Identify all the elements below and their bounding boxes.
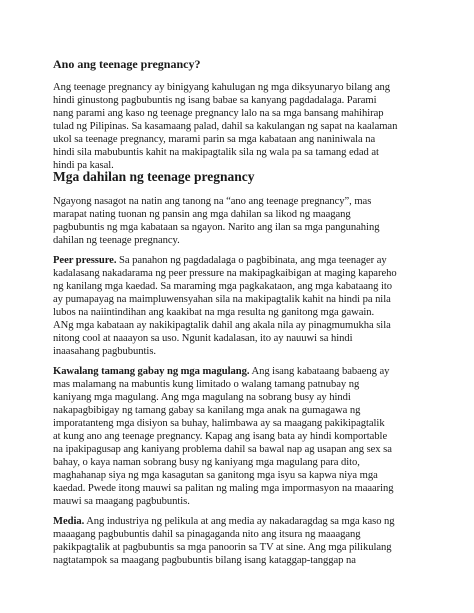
media-line: pakikpagtalik at pagbubuntis sa mga panoorin sa TV at sine. Ang mga pilikulang xyxy=(53,542,392,553)
para1-line: Ang teenage pregnancy ay binigyang kahulugan ng mga diksyunaryo bilang ang xyxy=(53,82,390,93)
peer-pressure-line: inaasahang pagbubuntis. xyxy=(53,346,156,357)
peer-pressure-line: nitong cool at naaayon sa uso. Ngunit kadalasan, ito ay nauuwi sa hindi xyxy=(53,333,353,344)
para2-line: marapat nating tuonan ng pansin ang mga dahilan sa likod ng maagang xyxy=(53,209,351,220)
peer-pressure-line: ANg mga kabataan ay nakikipagtalik dahil ang akala nila ay pinagmumukha sila xyxy=(53,320,391,331)
gabay-line: at kung ano ang teenage pregnancy. Kapag ang isang bata ay hindi komportable xyxy=(53,431,388,442)
gabay-line: imporatanteng mga disiyon sa buhay, halimbawa ay sa maagang pakikipagtalik xyxy=(53,418,385,429)
peer-pressure-line xyxy=(53,254,387,267)
gabay-line: maghahanap siya ng mga kasagutan sa ganitong mga isyu sa kapwa niya mga xyxy=(53,470,378,481)
gabay-line xyxy=(53,365,389,378)
peer-pressure-line: ay pumapayag na maimpluwensyahan sila na makipagtalik kahit na hindi pa nila xyxy=(53,294,391,305)
para2-line: dahilan ng teenage pregnancy. xyxy=(53,235,180,246)
gabay-text: Ang isang kabataang babaeng ay xyxy=(249,366,390,377)
para1-line: tulad ng Pilipinas. Sa kasamaang palad, dahil sa kakulangan ng sapat na kaalaman xyxy=(53,121,398,132)
media-line: maaagang pagbubuntis dahil sa pinagaganda nito ang itsura ng maaagang xyxy=(53,529,361,540)
gabay-title: Kawalang tamang gabay ng mga magulang. xyxy=(53,366,250,377)
peer-pressure-line: lubos na naiintindihan ang kaakibat na mga resulta ng ganitong mga gawain. xyxy=(53,307,375,318)
peer-pressure-line: ng kanilang mga kaedad. Sa maraming mga pagkakataon, ang mga kabataang ito xyxy=(53,281,393,292)
gabay-line: nakapagbibigay ng tamang gabay sa kanilang mga anak na gumagawa ng xyxy=(53,405,361,416)
gabay-line: kaniyang mga magulang. Ang mga magulang na sobrang busy ay hindi xyxy=(53,392,351,403)
media-line: nagtatampok sa maagang pagbubuntis bilang isang kataggap-tanggap na xyxy=(53,555,356,566)
para2-line: pagbubuntis ng mga kabataan sa ngayon. Narito ang ilan sa mga pangunahing xyxy=(53,222,380,233)
para1-line: hindi sila mabubuntis kahit na makipagtalik sila ng wala pa sa tamang edad at xyxy=(53,147,379,158)
heading-ano-ang-teenage-pregnancy: Ano ang teenage pregnancy? xyxy=(53,57,201,71)
para1-line: hindi pa kasal. xyxy=(53,160,114,171)
gabay-line: mauwi sa maagang pagbubuntis. xyxy=(53,496,190,507)
para1-line: hindi ginustong pagbubuntis ng isang babae sa kanyang pagdadalaga. Parami xyxy=(53,95,377,106)
para2-line: Ngayong nasagot na natin ang tanong na “ano ang teenage pregnancy”, mas xyxy=(53,196,372,207)
heading-mga-dahilan: Mga dahilan ng teenage pregnancy xyxy=(53,169,255,184)
para1-line: nang parami ang kaso ng teenage pregnancy lalo na sa mga bansang mahihirap xyxy=(53,108,384,119)
media-line xyxy=(53,515,395,528)
gabay-line: bahay, o kaya naman sobrang busy ng kaniyang mga magulang para dito, xyxy=(53,457,360,468)
peer-pressure-text: Sa panahon ng pagdadalaga o pagbibinata, ang mga teenager ay xyxy=(116,255,387,266)
gabay-line: mas malamang na mabuntis kung limitado o walang tamang patnubay ng xyxy=(53,379,360,390)
gabay-line: na ipakipagusap ang kaniyang problema dahil sa bawal nap ag usapan ang sex sa xyxy=(53,444,392,455)
para1-line: ukol sa teenage pregnancy, marami parin sa mga kabataan ang naniniwala na xyxy=(53,134,376,145)
gabay-line: kaedad. Pwede itong mauwi sa palitan ng maling mga impormasyon na maaaring xyxy=(53,483,394,494)
media-text: Ang industriya ng pelikula at ang media ay nakadaragdag sa mga kaso ng xyxy=(84,516,395,527)
peer-pressure-title: Peer pressure. xyxy=(53,255,117,266)
peer-pressure-line: kadalasang nakadarama ng peer pressure na makipagkaibigan at maging kapareho xyxy=(53,268,397,279)
media-title: Media. xyxy=(53,516,85,527)
